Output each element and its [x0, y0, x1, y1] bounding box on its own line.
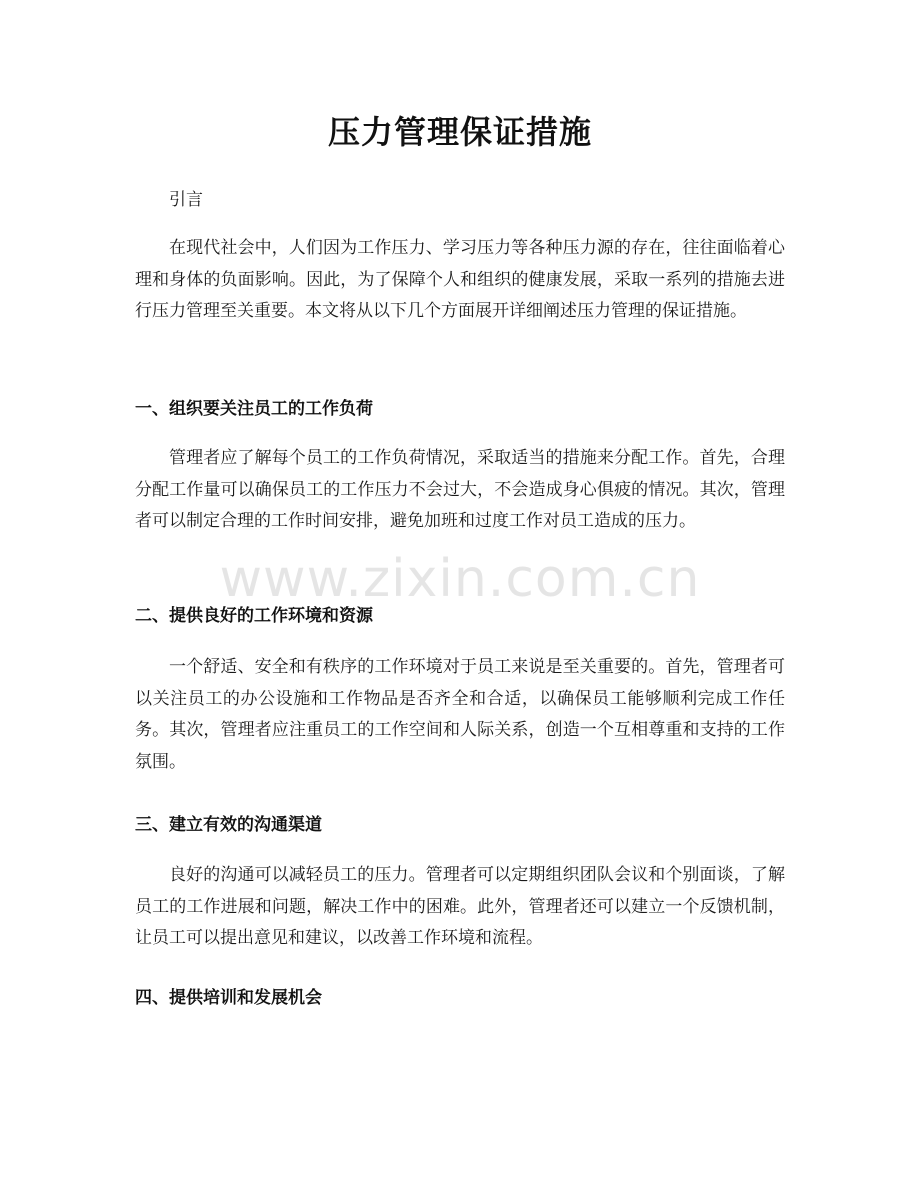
intro-label: 引言 [169, 190, 203, 210]
section-2-heading: 二、提供良好的工作环境和资源 [135, 606, 373, 626]
intro-paragraph: 在现代社会中，人们因为工作压力、学习压力等各种压力源的存在，往往面临着心理和身体的负面影响。因此，为了保障个人和组织的健康发展，采取一系列的措施去进行压力管理至关重要。本文将从以下几个方面展开详细阐述压力管理的保证措施。 [135, 238, 785, 321]
watermark: www.zixin.com.cn [219, 549, 701, 609]
document-title: 压力管理保证措施 [327, 113, 592, 151]
section-1-paragraph: 管理者应了解每个员工的工作负荷情况，采取适当的措施来分配工作。首先，合理分配工作量可以确保员工的工作压力不会过大，不会造成身心俱疲的情况。其次，管理者可以制定合理的工作时间安排，避免加班和过度工作对员工造成的压力。 [135, 448, 785, 531]
section-4-heading: 四、提供培训和发展机会 [135, 988, 322, 1008]
section-1-heading: 一、组织要关注员工的工作负荷 [135, 399, 373, 419]
section-3-heading: 三、建立有效的沟通渠道 [135, 815, 322, 835]
section-3-paragraph: 良好的沟通可以减轻员工的压力。管理者可以定期组织团队会议和个别面谈，了解员工的工作进展和问题，解决工作中的困难。此外，管理者还可以建立一个反馈机制，让员工可以提出意见和建议，以改善工作环境和流程。 [135, 865, 785, 948]
section-2-paragraph: 一个舒适、安全和有秩序的工作环境对于员工来说是至关重要的。首先，管理者可以关注员工的办公设施和工作物品是否齐全和合适，以确保员工能够顺利完成工作任务。其次，管理者应注重员工的工作空间和人际关系，创造一个互相尊重和支持的工作氛围。 [135, 657, 785, 772]
